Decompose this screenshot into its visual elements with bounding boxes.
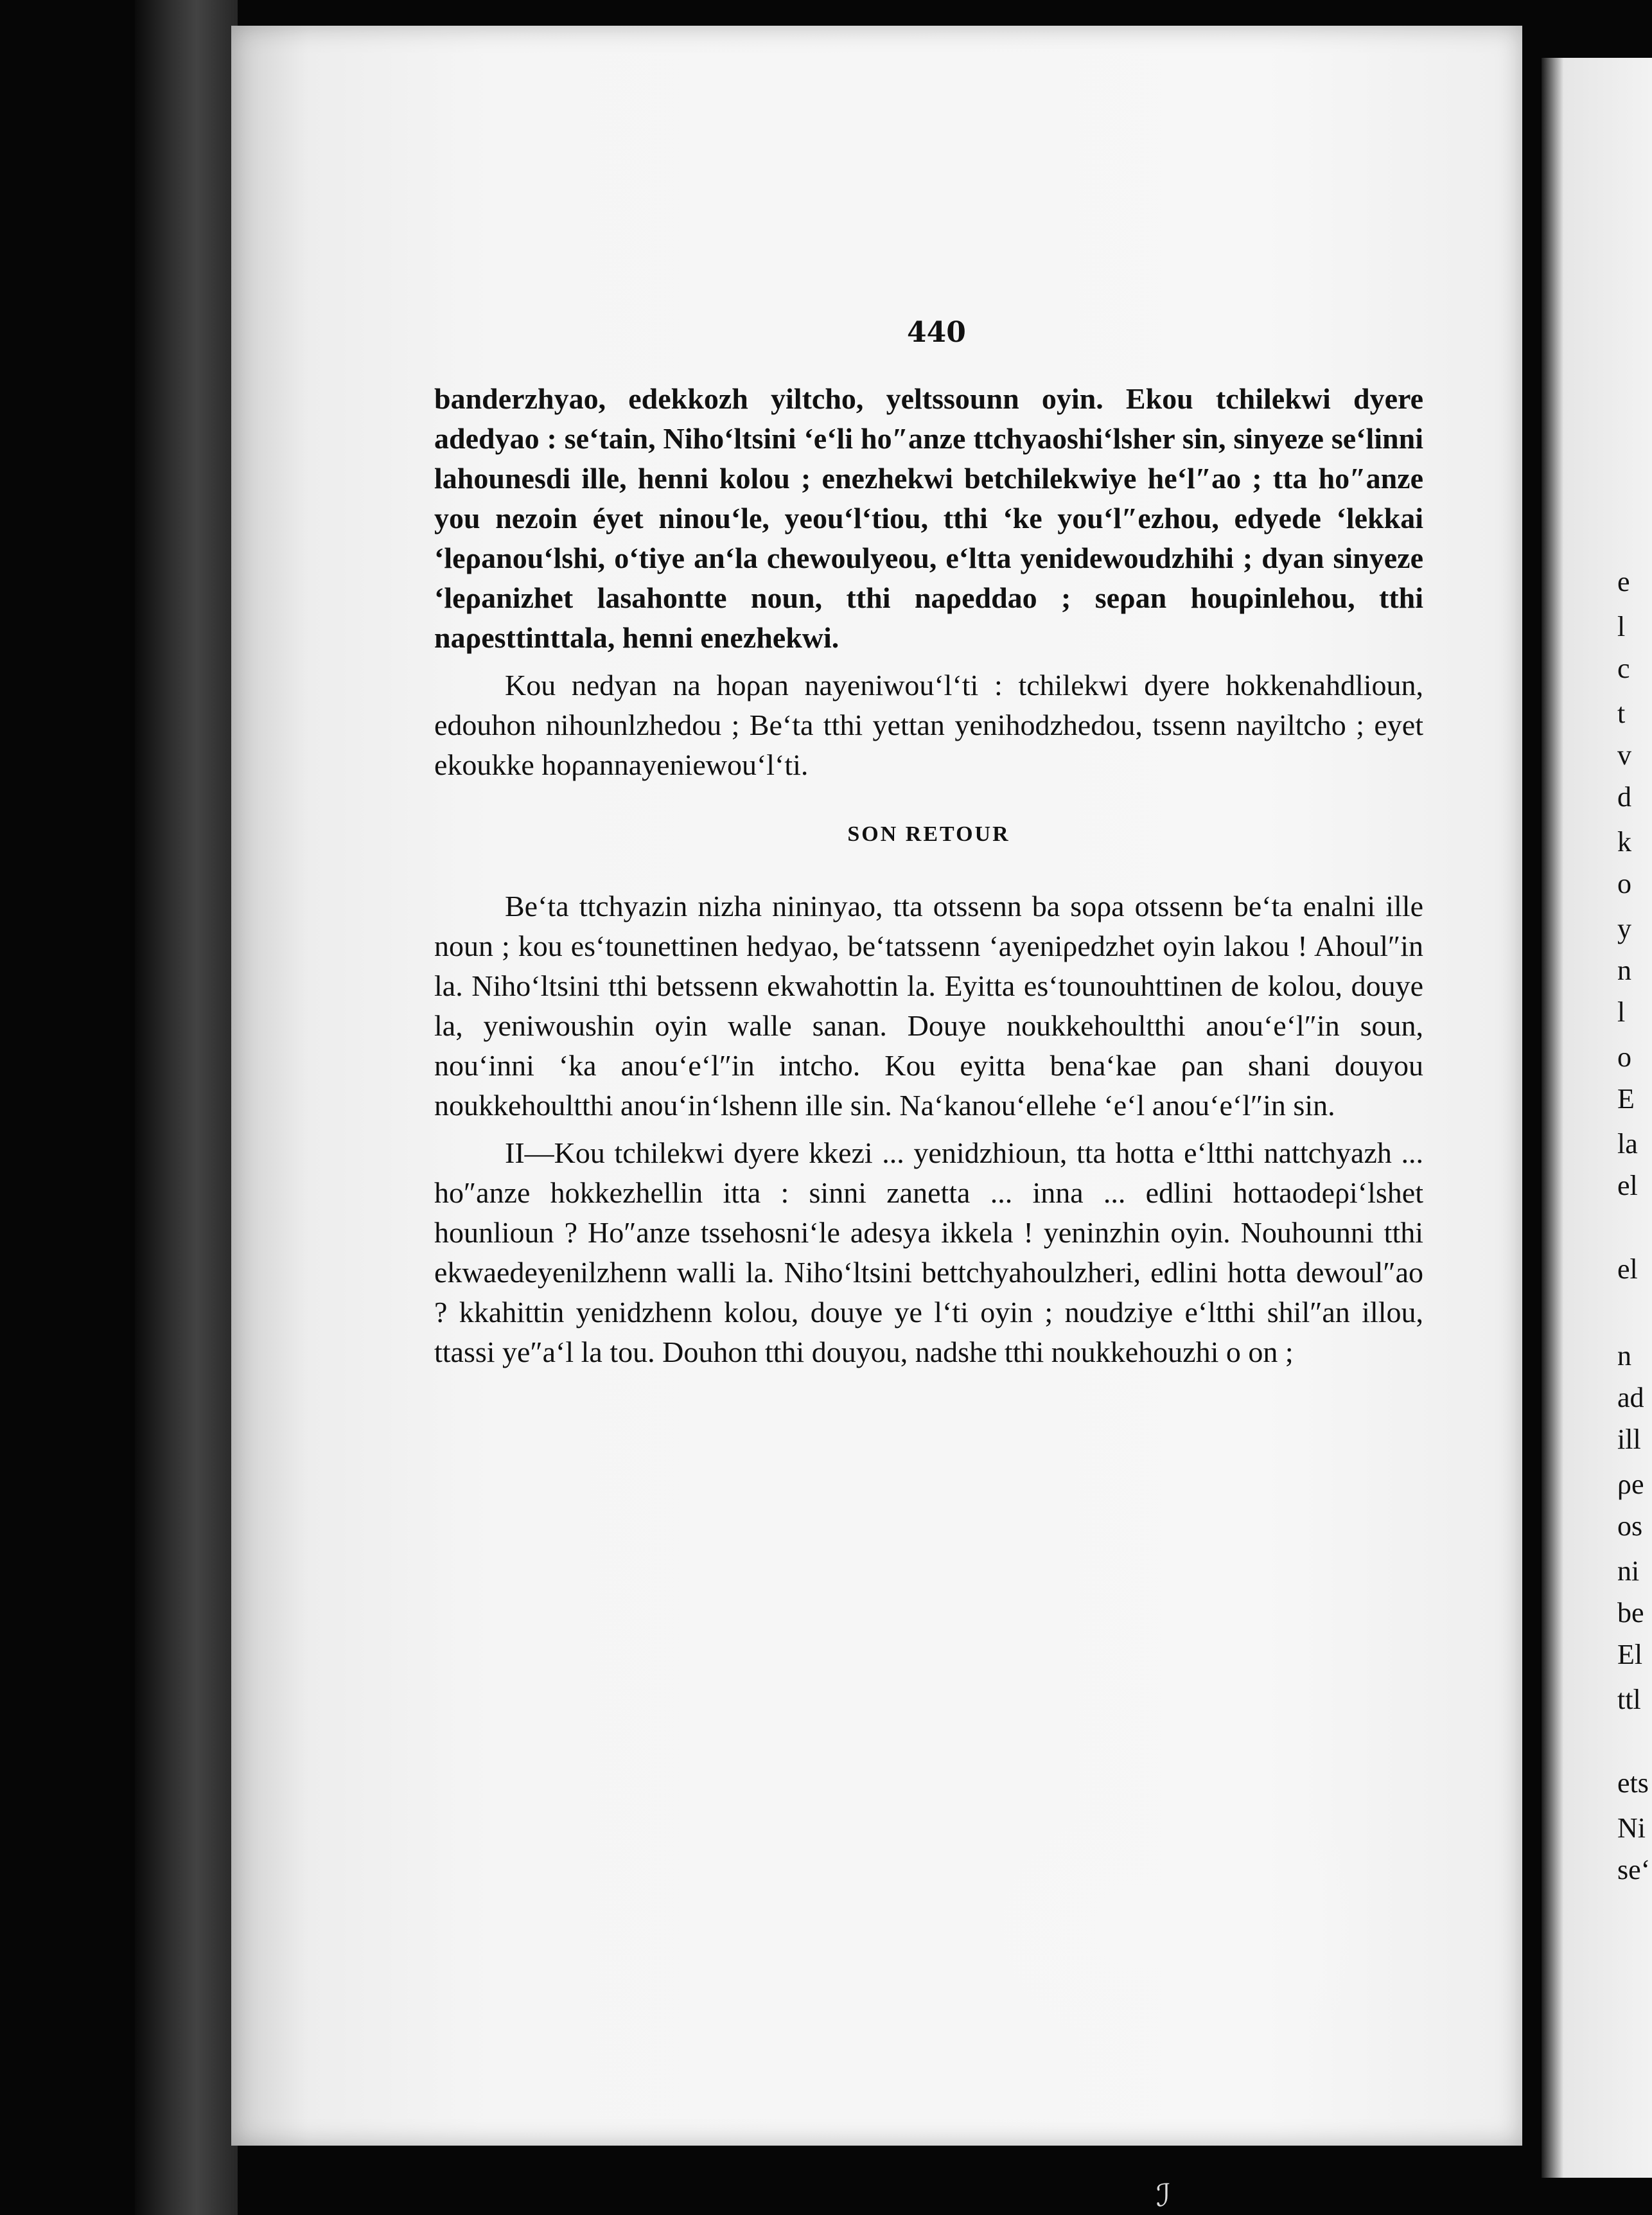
paragraph-4: II—Kou tchilekwi dyere kkezi ... yenidzhioun, tta hotta e‘ltthi nattchyazh ... ho″anze hokkezhellin itta : sinni zanetta ... inna ... edlini hottaodeρi‘lshet hounlioun ? Ho″anze tssehosni‘le adesya ikkela ! yeninzhin oyin. Nouhounni tthi ekwaedeyenilzhenn walli la. Niho‘ltsini bettchyahoulzheri, edlini hotta dewoul″ao ? kkahittin yenidzhenn kolou, douye ye l‘ti oyin ; noudziye e‘ltthi shil″an illou, ttassi ye″a‘l la tou. Douhon tthi douyou, nadshe tthi noukkehouzhi o on ; [434,1136,1423,1368]
facing-fragment: E [1617,1083,1635,1115]
facing-fragment: l [1617,611,1626,642]
faded-print-area [931,1747,1355,2107]
page-number: 440 [907,316,966,349]
facing-fragment: l [1617,996,1626,1028]
facing-fragment: ρe [1617,1469,1644,1500]
facing-fragment: n [1617,955,1631,986]
section-heading: SON RETOUR [847,822,1010,846]
facing-fragment: ttl [1617,1684,1641,1715]
book-spine-shadow [135,0,238,2215]
facing-fragment: d [1617,781,1631,813]
facing-fragment: se‘ [1617,1854,1651,1885]
facing-fragment: n [1617,1340,1631,1372]
bottom-scan-mark: ℐ [1156,2178,1171,2214]
facing-fragment: be [1617,1597,1644,1628]
facing-fragment: o [1617,1041,1631,1073]
facing-fragment: t [1617,698,1626,729]
paragraph-2: Kou nedyan na hoρan nayeniwou‘l‘ti : tchilekwi dyere hokkenahdlioun, edouhon nihounlzhedou ; Be‘ta tthi yettan yenihodzhedou, tssenn nayiltcho ; eyet ekoukke hoρannayeniewou‘l‘ti. [434,669,1423,781]
facing-fragment: o [1617,868,1631,899]
facing-fragment: ni [1617,1555,1640,1587]
facing-fragment: ets [1617,1767,1649,1799]
facing-fragment: os [1617,1510,1643,1542]
facing-fragment: k [1617,826,1631,858]
facing-fragment: ill [1617,1424,1641,1455]
facing-fragment: e [1617,566,1630,597]
facing-fragment: el [1617,1253,1638,1285]
facing-fragment: ad [1617,1382,1644,1413]
paragraph-3: Be‘ta ttchyazin nizha nininyao, tta otssenn ba soρa otssenn be‘ta enalni ille noun ; kou es‘tounettinen hedyao, be‘tatssenn ‘ayeniρedzhet oyin lakou ! Ahoul″in la. Niho‘ltsini tthi betssenn ekwahottin la. Eyitta es‘tounouhttinen de kolou, douye la, yeniwoushin oyin walle sanan. Douye noukkehoultthi anou‘e‘l″in soun, nou‘inni ‘ka anou‘e‘l″in intcho. Kou eyitta bena‘kae ρan shani douyou noukkehoultthi anou‘in‘lshenn ille sin. Na‘kanou‘ellehe ‘e‘l anou‘e‘l″in sin. [434,890,1423,1122]
facing-fragment: la [1617,1128,1638,1160]
facing-fragment: v [1617,739,1631,771]
paragraph-1: banderzhyao, edekkozh yiltcho, yeltssounn oyin. Ekou tchilekwi dyere adedyao : se‘tain, Niho‘ltsini ‘e‘li ho″anze ttchyaoshi‘lsher sin, sinyeze se‘linni lahounesdi ille, henni kolou ; enezhekwi betchilekwiye he‘l″ao ; tta ho″anze you nezoin éyet ninou‘le, yeou‘l‘tiou, tthi ‘ke you‘l″ezhou, edyede ‘lekkai ‘leρanou‘lshi, o‘tiye an‘la chewoulyeou, e‘ltta yenidewoudzhihi ; dyan sinyeze ‘leρanizhet lasahontte noun, tthi naρeddao ; seρan houρinlehou, tthi naρesttinttala, henni enezhekwi. [434,382,1423,654]
facing-fragment: Ni [1617,1812,1646,1844]
facing-fragment: el [1617,1170,1638,1201]
facing-fragment: y [1617,913,1631,944]
page-body-text [434,379,1423,1380]
facing-fragment: El [1617,1639,1643,1670]
facing-fragment: c [1617,653,1630,684]
